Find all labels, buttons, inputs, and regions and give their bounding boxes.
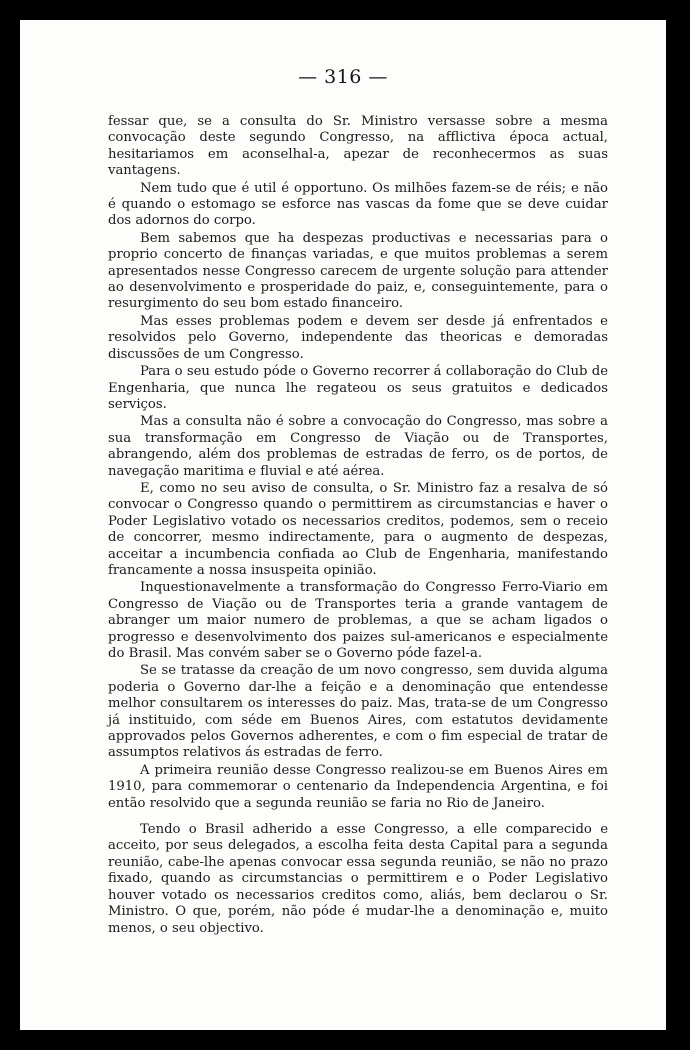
page-number: — 316 — — [298, 66, 388, 88]
paragraph-11: Tendo o Brasil adherido a esse Congresso, a elle comparecido e acceito, por seus delegados, a escolha feita desta Capital para a segunda reunião, cabe-lhe apenas convocar essa segunda reunião, se não no prazo fixado, quando as circumstancias o permittirem e o Poder Legislativo houver votado os necessarios creditos como, aliás, bem declarou o Sr. Ministro. O que, porém, não póde é mudar-lhe a denominação e, muito menos, o seu objectivo. — [108, 822, 608, 936]
paragraph-4: Mas esses problemas podem e devem ser desde já enfrentados e resolvidos pelo Governo, independente das theoricas e demoradas discussões de um Congresso. — [108, 313, 608, 362]
paragraph-6: Mas a consulta não é sobre a convocação do Congresso, mas sobre a sua transformação em Congresso de Viação ou de Transportes, abrangendo, além dos problemas de estradas de ferro, os de portos, de navegação maritima e fluvial e até aérea. — [108, 414, 608, 479]
paragraph-5: Para o seu estudo póde o Governo recorrer á collaboração do Club de Engenharia, que nunca lhe regateou os seus gratuitos e dedicados serviços. — [108, 364, 608, 412]
paragraph-7: E, como no seu aviso de consulta, o Sr. Ministro faz a resalva de só convocar o Congresso quando o permittirem as circumstancias e haver o Poder Legislativo votado os necessarios creditos, podemos, sem o receio de concorrer, mesmo indirectamente, para o augmento de despezas, acceitar a incumbencia confiada ao Club de Engenharia, manifestando francamente a nossa insuspeita opinião. — [108, 480, 608, 578]
text-body — [108, 114, 608, 938]
paragraph-3: Bem sabemos que ha despezas productivas e necessarias para o proprio concerto de finanças variadas, e que muitos problemas a serem apresentados nesse Congresso carecem de urgente solução para attender ao desenvolvimento e prosperidade do paiz, e, conseguintemente, para o resurgimento do seu bom estado financeiro. — [108, 230, 608, 312]
paragraph-10: A primeira reunião desse Congresso realizou-se em Buenos Aires em 1910, para commemorar o centenario da Independencia Argentina, e foi então resolvido que a segunda reunião se faria no Rio de Janeiro. — [108, 762, 608, 811]
paragraph-8: Inquestionavelmente a transformação do Congresso Ferro-Viario em Congresso de Viação ou de Transportes teria a grande vantagem de abranger um maior numero de problemas, a que se acham ligados o progresso e desenvolvimento dos paizes sul-americanos e especialmente do Brasil. Mas convém saber se o Governo póde fazel-a. — [108, 580, 608, 661]
paragraph-9: Se se tratasse da creação de um novo congresso, sem duvida alguma poderia o Governo dar-lhe a feição e a denominação que entendesse melhor consultarem os interesses do paiz. Mas, trata-se de um Congresso já instituido, com séde em Buenos Aires, com estatutos devidamente approvados pelos Governos adherentes, e com o fim especial de tratar de assumptos relativos ás estradas de ferro. — [108, 663, 608, 761]
paragraph-1: fessar que, se a consulta do Sr. Ministro versasse sobre a mesma convocação deste segundo Congresso, na afflictiva época actual, hesitariamos em aconselhal-a, apezar de reconhecermos as suas vantagens. — [108, 114, 608, 179]
paragraph-2: Nem tudo que é util é opportuno. Os milhões fazem-se de réis; e não é quando o estomago se esforce nas vascas da fome que se deve cuidar dos adornos do corpo. — [108, 180, 608, 229]
document-page — [20, 20, 666, 1030]
